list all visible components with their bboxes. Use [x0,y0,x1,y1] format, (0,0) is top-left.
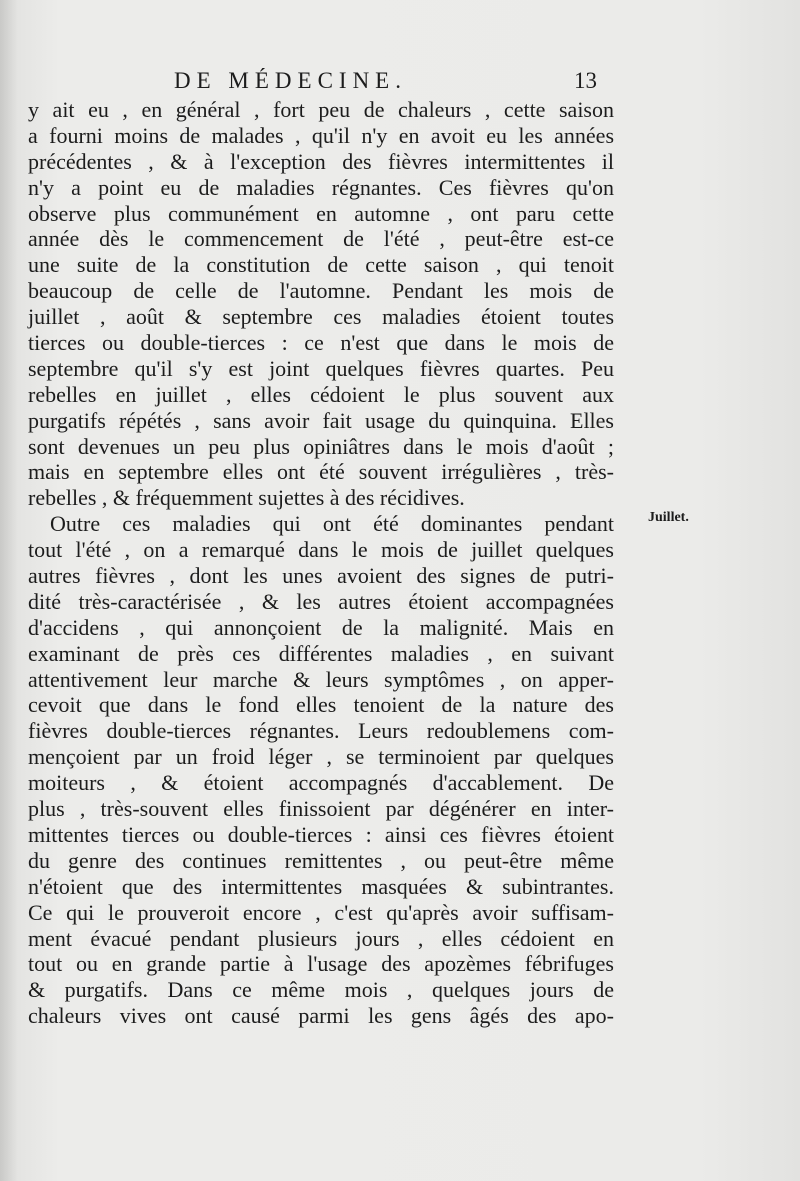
text-line: une suite de la constitution de cette saison , qui tenoit [28,252,614,278]
text-line: moiteurs , & étoient accompagnés d'accablement. De [28,770,614,796]
text-line: juillet , août & septembre ces maladies étoient toutes [28,304,614,330]
text-line: tout l'été , on a remarqué dans le mois de juillet quelques [28,537,614,563]
text-line: n'étoient que des intermittentes masquées & subintrantes. [28,873,614,899]
page-number: 13 [574,68,597,93]
text-line: a fourni moins de malades , qu'il n'y en avoit eu les années [28,122,614,148]
running-head: DE MÉDECINE. [174,68,407,93]
text-line: & purgatifs. Dans ce même mois , quelques jours de [28,977,614,1003]
text-line: cevoit que dans le fond elles tenoient de la nature des [28,692,614,718]
text-line: tierces ou double-tierces : ce n'est que dans le mois de [28,330,614,356]
margin-note: Juillet. [648,510,689,525]
page-header [0,68,800,98]
text-line: mittentes tierces ou double-tierces : ainsi ces fièvres étoient [28,821,614,847]
text-line: rebelles en juillet , elles cédoient le plus souvent aux [28,381,614,407]
text-line: précédentes , & à l'exception des fièvres intermittentes il [28,148,614,174]
text-line: mais en septembre elles ont été souvent irrégulières , très- [28,459,614,485]
text-line: fièvres double-tierces régnantes. Leurs redoublemens com- [28,718,614,744]
body-text [28,97,614,1029]
text-line: attentivement leur marche & leurs symptômes , on apper- [28,666,614,692]
text-line: beaucoup de celle de l'automne. Pendant les mois de [28,278,614,304]
text-line: y ait eu , en général , fort peu de chaleurs , cette saison [28,97,614,122]
text-line: dité très-caractérisée , & les autres étoient accompagnées [28,588,614,614]
text-line: chaleurs vives ont causé parmi les gens âgés des apo- [28,1003,614,1029]
text-line: Ce qui le prouveroit encore , c'est qu'après avoir suffisam- [28,899,614,925]
text-line: tout ou en grande partie à l'usage des apozèmes fébrifuges [28,951,614,977]
text-line: ment évacué pendant plusieurs jours , elles cédoient en [28,925,614,951]
text-line: observe plus communément en automne , ont paru cette [28,200,614,226]
text-line: septembre qu'il s'y est joint quelques fièvres quartes. Peu [28,355,614,381]
text-line: purgatifs répétés , sans avoir fait usage du quinquina. Elles [28,407,614,433]
text-line: examinant de près ces différentes maladies , en suivant [28,640,614,666]
text-line: mençoient par un froid léger , se terminoient par quelques [28,744,614,770]
text-line: d'accidens , qui annonçoient de la malignité. Mais en [28,614,614,640]
text-line: du genre des continues remittentes , ou peut-être même [28,847,614,873]
text-line: Outre ces maladies qui ont été dominantes pendant [50,511,614,537]
text-line: sont devenues un peu plus opiniâtres dans le mois d'août ; [28,433,614,459]
text-line: rebelles , & fréquemment sujettes à des récidives. [28,485,465,511]
text-line: plus , très-souvent elles finissoient par dégénérer en inter- [28,796,614,822]
text-line: année dès le commencement de l'été , peut-être est-ce [28,226,614,252]
text-line: n'y a point eu de maladies régnantes. Ces fièvres qu'on [28,174,614,200]
text-line: autres fièvres , dont les unes avoient des signes de putri- [28,563,614,589]
